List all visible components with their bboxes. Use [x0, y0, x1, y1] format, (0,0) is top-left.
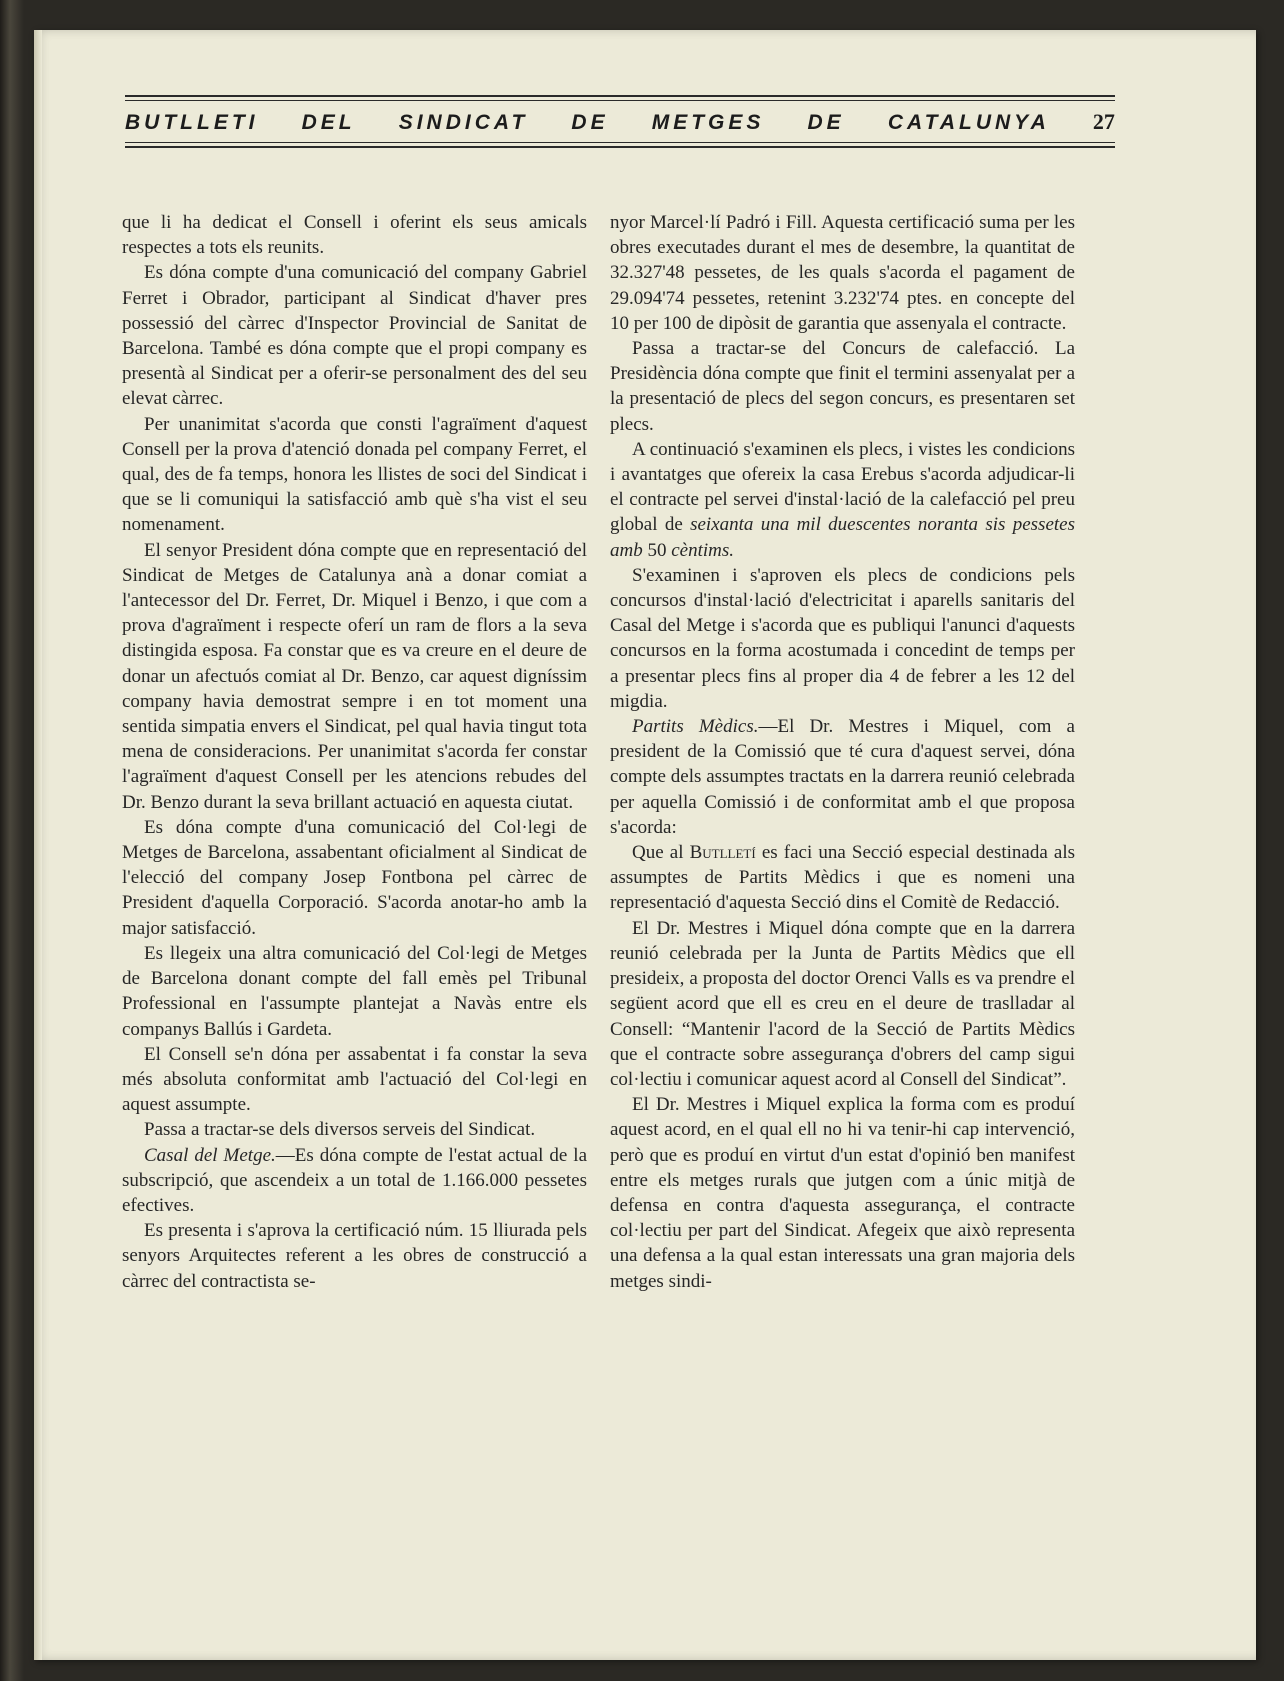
page-number: 27 [1092, 109, 1115, 134]
paragraph [122, 1218, 587, 1294]
paragraph-text: El Dr. Mestres i Miquel explica la forma com es produí aquest acord, en el qual ell no hi va tenir-hi cap intervenció, però que es produí en virtut d'un estat d'opinió ben manifest entre els metges rurals que jutgen com a únic mitjà de defensa en contra d'aquesta assegurança, el contracte col·lectiu per part del Sindicat. Afegeix que això representa una defensa a la qual estan interessats una gran majoria dels metges sindi- [610, 1094, 1075, 1292]
header-rule-bottom [125, 146, 1115, 148]
paragraph [122, 1042, 587, 1118]
paragraph-text: Es dóna compte d'una comunicació del Col·legi de Metges de Barcelona, assabentant oficialment al Sindicat de l'elecció del company Josep Fontbona pel càrrec de President d'aquella Corporació. S'acorda anotar-ho amb la major satisfacció. [122, 816, 587, 939]
paragraph-text: que li ha dedicat el Consell i oferint els seus amicals respectes a tots els reunits. [122, 212, 587, 259]
paragraph [122, 941, 587, 1042]
paragraph-text: 50 [642, 539, 672, 561]
right-column [610, 210, 1075, 1294]
paragraph-text: es faci una Secció especial destinada als assumptes de Partits Mèdics i que es nomeni una representació d'aquesta Secció dins el Comitè de Redacció. [610, 842, 1075, 914]
paragraph-text: Passa a tractar-se dels diversos serveis del Sindicat. [144, 1119, 536, 1141]
paragraph [610, 563, 1075, 714]
header-rule-top [125, 95, 1115, 97]
paragraph [122, 260, 587, 411]
paragraph-text: Passa a tractar-se del Concurs de calefacció. La Presidència dóna compte que finit el termini assenyalat per a la presentació de plecs del segon concurs, es presentaren set plecs. [610, 338, 1075, 435]
paragraph [610, 916, 1075, 1092]
header-rule-bottom-thin [125, 142, 1115, 143]
left-column [122, 210, 587, 1294]
paragraph-text: Es llegeix una altra comunicació del Col·legi de Metges de Barcelona donant compte del fall emès pel Tribunal Professional en l'assumpte plantejat a Navàs entre els companys Ballús i Gardeta. [122, 942, 587, 1040]
paragraph-text: El senyor President dóna compte que en representació del Sindicat de Metges de Catalunya anà a donar comiat a l'antecessor del Dr. Ferret, Dr. Miquel i Benzo, i que com a prova d'agraïment i respecte oferí un ram de flors a la seva distingida esposa. Fa constar que es va creure en el deure de donar un afectuós comiat al Dr. Benzo, car aquest digníssim company havia demostrat sempre i en tot moment una sentida simpatia envers el Sindicat, pel qual havia tingut tota mena de consideracions. Per unanimitat s'acorda fer constar l'agraïment d'aquest Consell per les atencions rebudes del Dr. Benzo durant la seva brillant actuació en aquesta ciutat. [122, 539, 587, 813]
paragraph [610, 840, 1075, 916]
section-heading: Partits Mèdics. [632, 716, 759, 738]
paragraph [122, 210, 587, 260]
header-word: DE [571, 111, 609, 134]
journal-name: Butlletí [689, 842, 756, 864]
paragraph-text: El Consell se'n dóna per assabentat i fa constar la seva més absoluta conformitat amb l'actuació del Col·legi en aquest assumpte. [122, 1043, 587, 1116]
paragraph-text: Es dóna compte d'una comunicació del company Gabriel Ferret i Obrador, participant al Sindicat d'haver pres possessió del càrrec d'Inspector Provincial de Sanitat de Barcelona. També es dóna compte que el propi company es presentà al Sindicat per a oferir-se personalment des del seu elevat càrrec. [122, 262, 587, 410]
paragraph [122, 1117, 587, 1142]
header-title [125, 101, 1115, 139]
header-word: SINDICAT [398, 111, 529, 134]
paragraph [122, 412, 587, 538]
paragraph [610, 714, 1075, 840]
running-head [125, 95, 1115, 148]
paragraph-text: nyor Marcel·lí Padró i Fill. Aquesta certificació suma per les obres executades durant el mes de desembre, la quantitat de 32.327'48 pessetes, de les quals s'acorda el pagament de 29.094'74 pessetes, retenint 3.232'74 ptes. en concepte del 10 per 100 de dipòsit de garantia que assenyala el contracte. [610, 212, 1075, 334]
paragraph [610, 336, 1075, 437]
paragraph [610, 437, 1075, 563]
paragraph [610, 1092, 1075, 1294]
paragraph [122, 1143, 587, 1219]
paragraph-text: S'examinen i s'aproven els plecs de condicions pels concursos d'instal·lació d'electricitat i aparells sanitaris del Casal del Metge i s'acorda que es publiqui l'anunci d'aquests concursos en la forma acostumada i concedint de temps per a presentar plecs fins al proper dia 4 de febrer a les 12 del migdia. [610, 564, 1075, 712]
paragraph-text: —El Dr. Mestres i Miquel, com a president de la Comissió que té cura d'aquest servei, dóna compte dels assumptes tractats en la darrera reunió celebrada per aquella Comissió i de conformitat amb el que proposa s'acorda: [610, 716, 1075, 838]
paragraph-text: Que al [632, 842, 690, 864]
paragraph [610, 210, 1075, 336]
paragraph-text: A continuació s'examinen els plecs, i vistes les condicions i avantatges que ofereix la casa Erebus s'acorda adjudicar-li el contracte pel servei d'instal·lació de la calefacció pel preu global de [610, 438, 1075, 536]
paragraph [122, 538, 587, 815]
header-word: DEL [301, 111, 356, 134]
header-word: DE [807, 111, 845, 134]
page-binding-edge [34, 30, 42, 1660]
paragraph-text: Per unanimitat s'acorda que consti l'agraïment d'aquest Consell per la prova d'atenció donada pel company Ferret, el qual, des de fa temps, honora les llistes de soci del Sindicat i que se li comuniqui la satisfacció amb què s'ha vist el seu nomenament. [122, 413, 587, 536]
paragraph-text: —Es dóna compte de l'estat actual de la subscripció, que ascendeix a un total de 1.166.000 pessetes efectives. [122, 1144, 588, 1216]
paragraph-text: Es presenta i s'aprova la certificació núm. 15 lliurada pels senyors Arquitectes referent a les obres de construcció a càrrec del contractista se- [122, 1220, 587, 1292]
amount-words: seixanta una mil duescentes noranta sis pessetes amb [610, 514, 1075, 561]
paragraph-text: El Dr. Mestres i Miquel dóna compte que en la darrera reunió celebrada per la Junta de Partits Mèdics que ell presideix, a proposta del doctor Orenci Valls es va prendre el següent acord que ell es creu en el deure de traslladar al Consell: “Mantenir l'acord de la Secció de Partits Mèdics que el contracte sobre assegurança d'obrers del camp sigui col·lectiu i comunicar aquest acord al Consell del Sindicat”. [610, 917, 1075, 1090]
section-heading: Casal del Metge. [144, 1144, 276, 1166]
paragraph [122, 815, 587, 941]
header-word: CATALUNYA [887, 111, 1050, 134]
header-word: METGES [651, 111, 765, 134]
header-word: BUTLLETI [125, 111, 259, 134]
amount-words: cèntims. [671, 539, 735, 561]
